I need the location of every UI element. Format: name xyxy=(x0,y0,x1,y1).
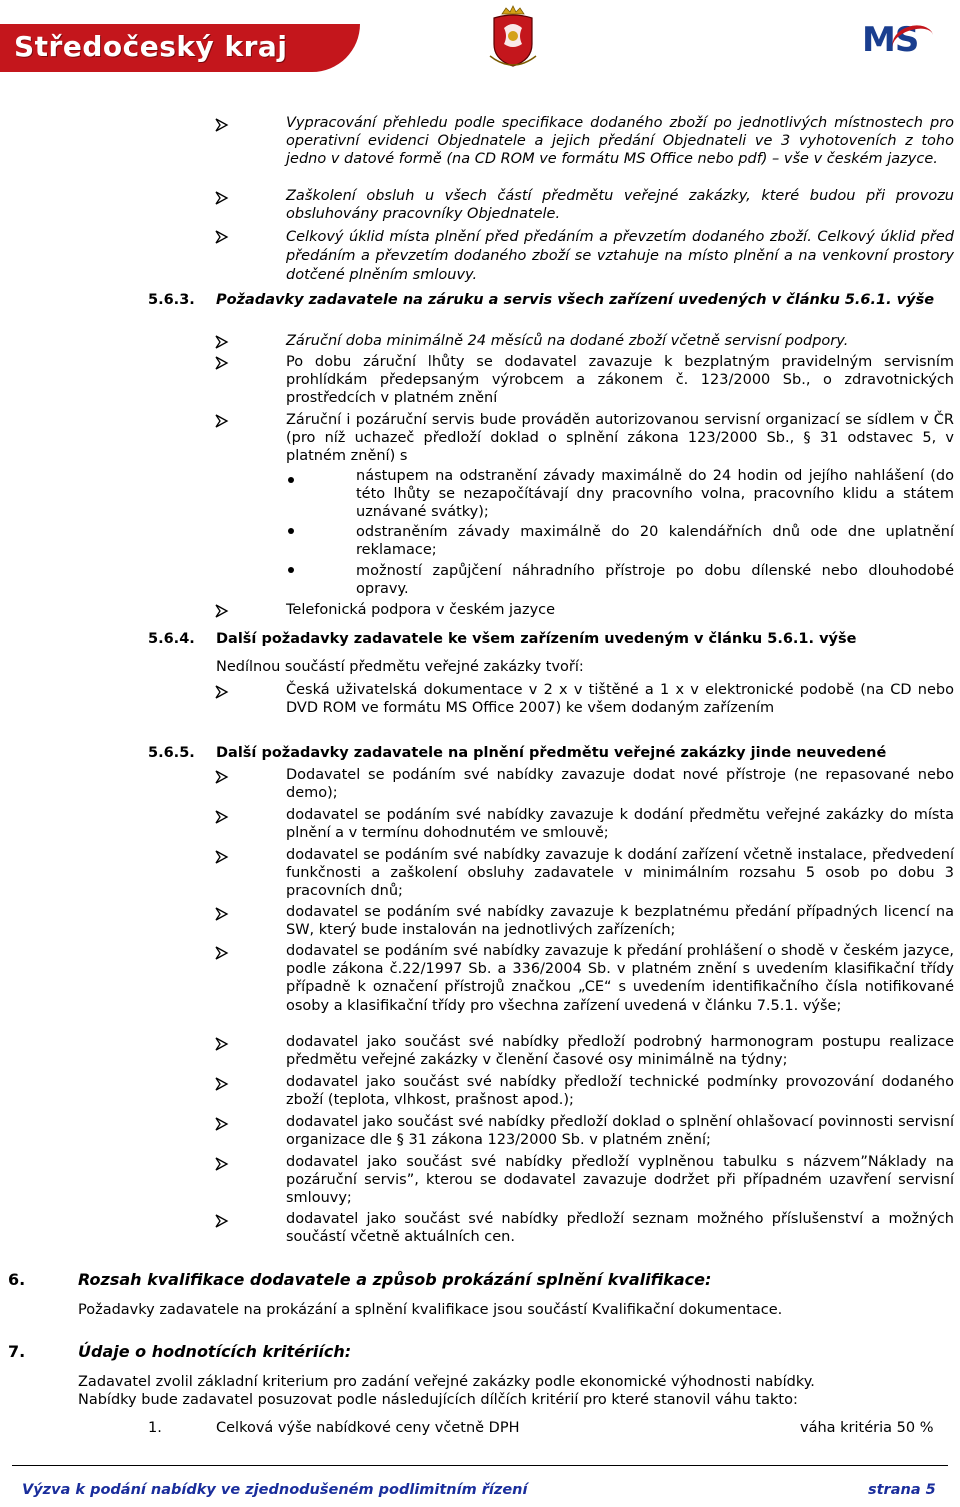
arrow-bullet-icon xyxy=(214,1036,230,1052)
arrow-bullet-icon xyxy=(214,849,230,865)
list-item: dodavatel jako součást své nabídky předloží podrobný harmonogram postupu realizace předmětu veřejné zakázky v členění časové osy minimálně na týdny; xyxy=(286,1034,954,1069)
list-item: Celkový úklid místa plnění před předáním a převzetím dodaného zboží. Celkový úklid před předáním a převzetím dodaného zboží se vztahuje na místo plnění a na venkovní prostory dotčené plněním smlouvy. xyxy=(286,229,954,283)
criterion-weight: váha kritéria 50 % xyxy=(800,1420,934,1436)
arrow-bullet-icon xyxy=(214,945,230,961)
list-item: dodavatel se podáním své nabídky zavazuje k dodání zařízení včetně instalace, předvedení funkčnosti a zaškolení obsluhy zadavatele v minimálním rozsahu 5 osob po dobu 3 pracovních dnů; xyxy=(286,847,954,900)
arrow-bullet-icon xyxy=(214,190,230,206)
list-subitem: možností zapůjčení náhradního přístroje po dobu dílenské nebo dlouhodobé opravy. xyxy=(356,563,954,598)
list-item: dodavatel se podáním své nabídky zavazuje k bezplatnému předání případných licencí na SW, který bude instalován na jednotlivých zařízeních; xyxy=(286,904,954,939)
ms-logo-text: MS xyxy=(862,20,919,60)
arrow-bullet-icon xyxy=(214,334,230,350)
section-heading: Požadavky zadavatele na záruku a servis všech zařízení uvedených v článku 5.6.1. výše xyxy=(216,292,935,308)
section-heading: Rozsah kvalifikace dodavatele a způsob prokázání splnění kvalifikace: xyxy=(78,1270,712,1289)
list-item: Záruční i pozáruční servis bude prováděn autorizovanou servisní organizací se sídlem v ČR (pro níž uchazeč předloží doklad o splnění zákona 123/2000 Sb., § 31 odstavec 5, v platném znění) s xyxy=(286,412,954,465)
list-subitem: nástupem na odstranění závady maximálně do 24 hodin od jejího nahlášení (do této lhůty se nezapočítávají dny pracovního volna, pracovního klidu a státem uznávané svátky); xyxy=(356,468,954,521)
paragraph: Zadavatel zvolil základní kriterium pro zadání veřejné zakázky podle ekonomické výhodnosti nabídky. xyxy=(78,1374,815,1390)
criterion-label: Celková výše nabídkové ceny včetně DPH xyxy=(216,1420,520,1436)
list-item: Vypracování přehledu podle specifikace dodaného zboží po jednotlivých místnostech pro operativní evidenci Objednatele a jejich předání Objednateli ve 3 vyhotoveních z toho jedno v datové formě (na CD ROM ve formátu MS Office nebo pdf) – vše v českém jazyce. xyxy=(286,115,954,168)
arrow-bullet-icon xyxy=(214,229,230,245)
list-item: Po dobu záruční lhůty se dodavatel zavazuje k bezplatným pravidelným servisním prohlídkám předepsaným výrobcem a zákonem č. 123/2000 Sb., o zdravotnických prostředcích v platném znění xyxy=(286,354,954,407)
list-item: dodavatel jako součást své nabídky předloží doklad o splnění ohlašovací povinnosti servisní organizace dle § 31 zákona 123/2000 Sb. v platném znění; xyxy=(286,1114,954,1149)
list-subitem: odstraněním závady maximálně do 20 kalendářních dnů ode dne uplatnění reklamace; xyxy=(356,524,954,559)
dot-bullet-icon xyxy=(288,477,294,483)
footer-divider xyxy=(12,1465,948,1466)
list-item: dodavatel jako součást své nabídky předloží technické podmínky provozování dodaného zboží (teplota, vlhkost, prašnost apod.); xyxy=(286,1074,954,1109)
list-item: Zaškolení obsluh u všech částí předmětu veřejné zakázky, které budou při provozu obsluhovány pracovníky Objednatele. xyxy=(286,188,954,223)
arrow-bullet-icon xyxy=(214,906,230,922)
section-heading: Další požadavky zadavatele ke všem zařízením uvedeným v článku 5.6.1. výše xyxy=(216,631,857,647)
arrow-bullet-icon xyxy=(214,1116,230,1132)
paragraph: Nabídky bude zadavatel posuzovat podle následujících dílčích kritérií pro které stanovil váhu takto: xyxy=(78,1392,798,1408)
page-number: strana 5 xyxy=(868,1482,936,1498)
dot-bullet-icon xyxy=(288,528,294,534)
arrow-bullet-icon xyxy=(214,1156,230,1172)
footer-title: Výzva k podání nabídky ve zjednodušeném podlimitním řízení xyxy=(22,1482,528,1498)
region-logo-text: Středočeský kraj xyxy=(14,30,288,63)
list-item: dodavatel se podáním své nabídky zavazuje k předání prohlášení o shodě v českém jazyce, podle zákona č.22/1997 Sb. a 336/2004 Sb. v platném znění s uvedením klasifikační třídy případně k označení přístrojů značkou „CE“ s uvedením identifikačního čísla notifikované osoby a klasifikační třídy pro všechna zařízení uvedená v článku 7.5.1. výše; xyxy=(286,943,954,1014)
list-item: dodavatel se podáním své nabídky zavazuje k dodání předmětu veřejné zakázky do místa plnění a v termínu dohodnutém ve smlouvě; xyxy=(286,807,954,842)
list-item: dodavatel jako součást své nabídky předloží seznam možného příslušenství a možných součástí včetně aktuálních cen. xyxy=(286,1211,954,1246)
list-item: dodavatel jako součást své nabídky předloží vyplněnou tabulku s názvem”Náklady na pozáruční servis”, kterou se dodavatel zavazuje dodržet při případném uzavření servisní smlouvy; xyxy=(286,1154,954,1207)
arrow-bullet-icon xyxy=(214,413,230,429)
arrow-bullet-icon xyxy=(214,809,230,825)
criterion-number: 1. xyxy=(148,1420,162,1436)
section-number: 7. xyxy=(8,1342,26,1361)
section-number: 5.6.5. xyxy=(148,745,195,761)
section-number: 5.6.3. xyxy=(148,292,195,308)
list-item: Česká uživatelská dokumentace v 2 x v tištěné a 1 x v elektronické podobě (na CD nebo DVD ROM ve formátu MS Office 2007) ke všem dodaným zařízením xyxy=(286,682,954,717)
arrow-bullet-icon xyxy=(214,117,230,133)
section-number: 5.6.4. xyxy=(148,631,195,647)
list-item: Dodavatel se podáním své nabídky zavazuje dodat nové přístroje (ne repasované nebo demo); xyxy=(286,767,954,802)
paragraph: Požadavky zadavatele na prokázání a splnění kvalifikace jsou součástí Kvalifikační dokumentace. xyxy=(78,1302,783,1318)
arrow-bullet-icon xyxy=(214,603,230,619)
arrow-bullet-icon xyxy=(214,1213,230,1229)
dot-bullet-icon xyxy=(288,567,294,573)
arrow-bullet-icon xyxy=(214,684,230,700)
section-heading: Další požadavky zadavatele na plnění předmětu veřejné zakázky jinde neuvedené xyxy=(216,745,887,761)
arrow-bullet-icon xyxy=(214,769,230,785)
section-number: 6. xyxy=(8,1270,26,1289)
paragraph: Nedílnou součástí předmětu veřejné zakázky tvoří: xyxy=(216,659,584,675)
arrow-bullet-icon xyxy=(214,1076,230,1092)
section-heading: Údaje o hodnotících kritériích: xyxy=(78,1342,352,1361)
list-item: Telefonická podpora v českém jazyce xyxy=(286,602,556,618)
list-item: Záruční doba minimálně 24 měsíců na dodané zboží včetně servisní podpory. xyxy=(286,333,849,349)
arrow-bullet-icon xyxy=(214,355,230,371)
